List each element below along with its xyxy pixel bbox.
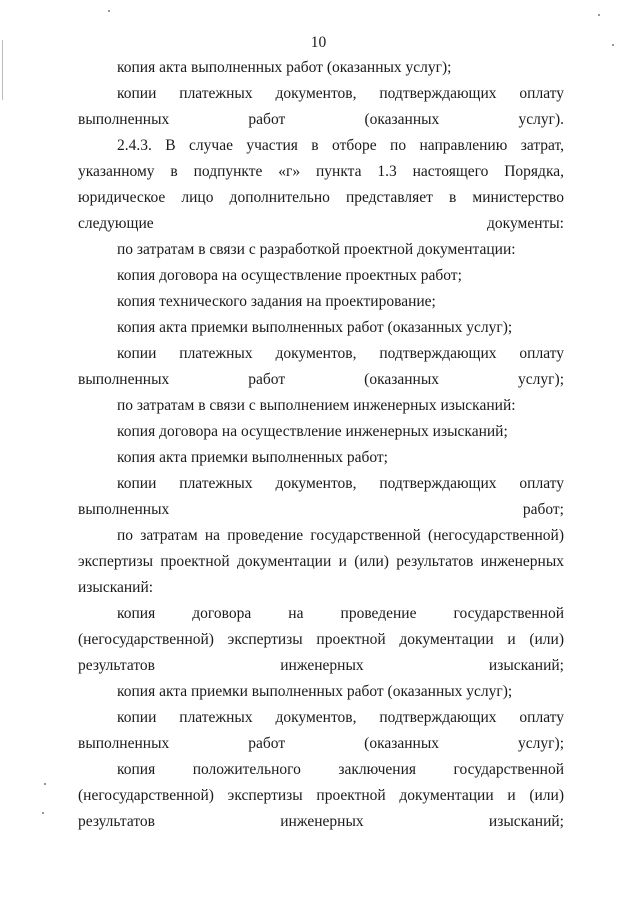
paragraph: копии платежных документов, подтверждающих оплату выполненных работ (оказанных услуг); <box>78 709 564 752</box>
paragraph: по затратам в связи с разработкой проектной документации: <box>117 241 516 258</box>
paragraph: копия договора на осуществление инженерных изысканий; <box>117 423 508 440</box>
paragraph: по затратам в связи с выполнением инженерных изысканий: <box>117 397 516 414</box>
paragraph: копия акта приемки выполненных работ; <box>117 449 388 466</box>
paragraph: копия договора на осуществление проектных работ; <box>117 267 462 284</box>
paragraph: копия договора на проведение государственной (негосударственной) экспертизы проектной документации и (или) результатов инженерных изысканий; <box>78 605 564 674</box>
paragraph: копия акта приемки выполненных работ (оказанных услуг); <box>117 683 513 700</box>
paragraph: копии платежных документов, подтверждающих оплату выполненных работ (оказанных услуг). <box>78 85 564 128</box>
page-number: 10 <box>310 34 327 51</box>
document-body <box>78 55 564 835</box>
paragraph: копии платежных документов, подтверждающих оплату выполненных работ (оказанных услуг); <box>78 345 564 388</box>
paragraph: копия акта выполненных работ (оказанных услуг); <box>117 59 452 76</box>
paragraph: копии платежных документов, подтверждающих оплату выполненных работ; <box>78 475 564 518</box>
paragraph: 2.4.3. В случае участия в отборе по направлению затрат, указанному в подпункте «г» пункта 1.3 настоящего Порядка, юридическое лицо дополнительно представляет в министерство следующие документы: <box>78 137 564 232</box>
paragraph: по затратам на проведение государственной (негосударственной) экспертизы проектной документации и (или) результатов инженерных изысканий: <box>78 527 564 596</box>
paragraph: копия акта приемки выполненных работ (оказанных услуг); <box>117 319 513 336</box>
paragraph: копия положительного заключения государственной (негосударственной) экспертизы проектной документации и (или) результатов инженерных изысканий; <box>78 761 564 830</box>
paragraph: копия технического задания на проектирование; <box>117 293 436 310</box>
